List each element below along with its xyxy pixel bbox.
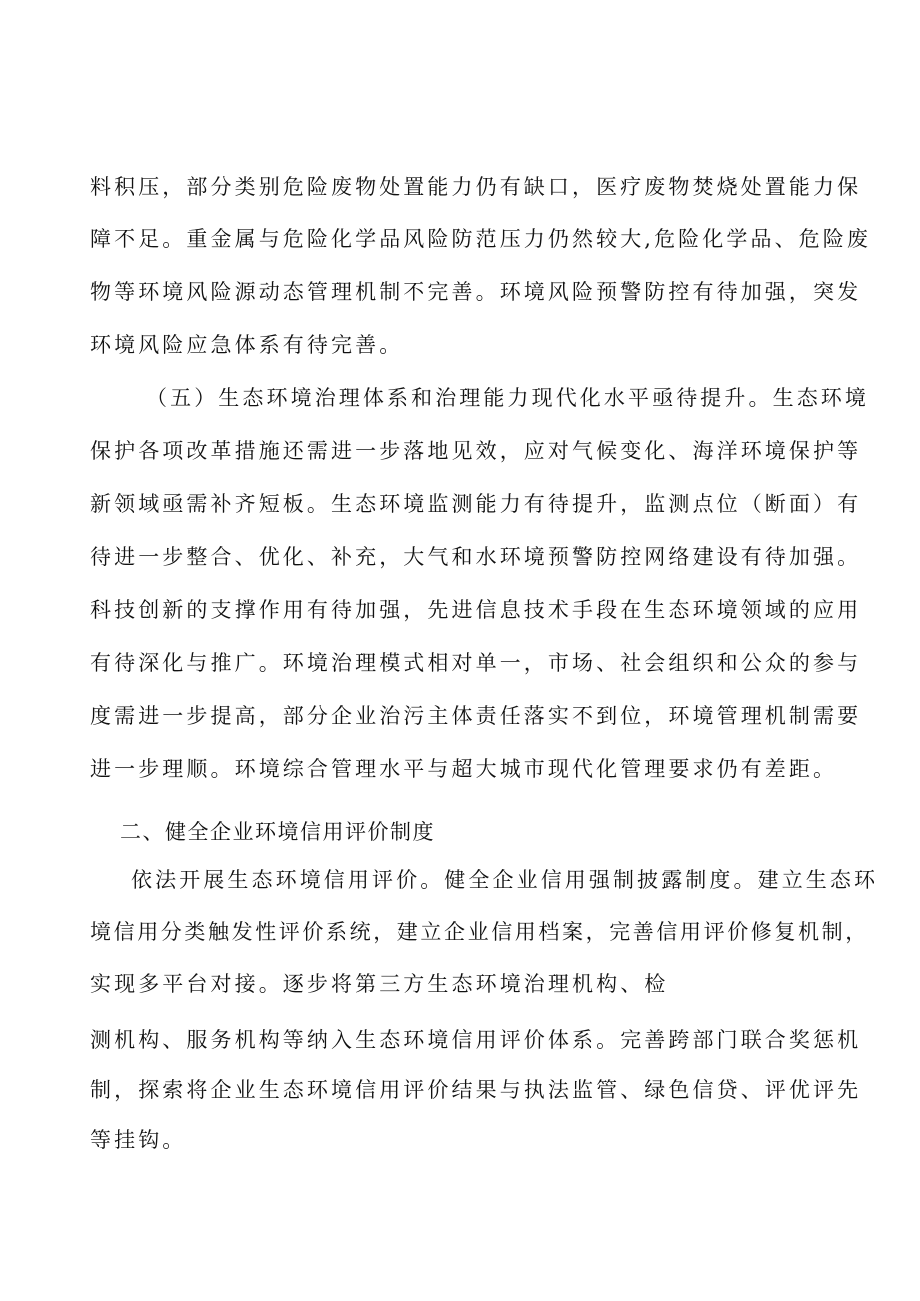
text-line: 环境风险应急体系有待完善。: [90, 333, 404, 357]
text-line: 度需进一步提高，部分企业治污主体责任落实不到位，环境管理机制需要: [90, 704, 862, 728]
text-line: 进一步理顺。环境综合管理水平与超大城市现代化管理要求仍有差距。: [90, 757, 838, 781]
text-line: 有待深化与推广。环境治理模式相对单一，市场、社会组织和公众的参与: [90, 651, 862, 675]
text-line: 科技创新的支撑作用有待加强，先进信息技术手段在生态环境领域的应用: [90, 598, 862, 622]
text-line: 实现多平台对接。逐步将第三方生态环境治理机构、检: [90, 972, 669, 996]
text-line: 测机构、服务机构等纳入生态环境信用评价体系。完善跨部门联合奖惩机: [90, 1028, 862, 1052]
text-line: 保护各项改革措施还需进一步落地见效，应对气候变化、海洋环境保护等: [90, 439, 862, 463]
text-line: 境信用分类触发性评价系统，建立企业信用档案，完善信用评价修复机制，: [90, 920, 869, 944]
section-heading-five: （五）生态环境治理体系和治理能力现代化水平亟待提升。生态环境: [146, 386, 869, 410]
text-line: 依法开展生态环境信用评价。健全企业信用强制披露制度。建立生态环: [131, 868, 879, 892]
text-line: 等挂钩。: [90, 1128, 187, 1152]
text-line: 制，探索将企业生态环境信用评价结果与执法监管、绿色信贷、评优评先: [90, 1078, 862, 1102]
text-line: 待进一步整合、优化、补充，大气和水环境预警防控网络建设有待加强。: [90, 545, 862, 569]
text-line: 障不足。重金属与危险化学品风险防范压力仍然较大,危险化学品、危险废: [90, 227, 871, 251]
text-line: 新领域亟需补齐短板。生态环境监测能力有待提升，监测点位（断面）有: [90, 492, 862, 516]
section-heading-two: 二、健全企业环境信用评价制度: [120, 820, 435, 844]
text-line: 料积压，部分类别危险废物处置能力仍有缺口，医疗废物焚烧处置能力保: [90, 175, 862, 199]
text-line: 物等环境风险源动态管理机制不完善。环境风险预警防控有待加强，突发: [90, 280, 862, 304]
